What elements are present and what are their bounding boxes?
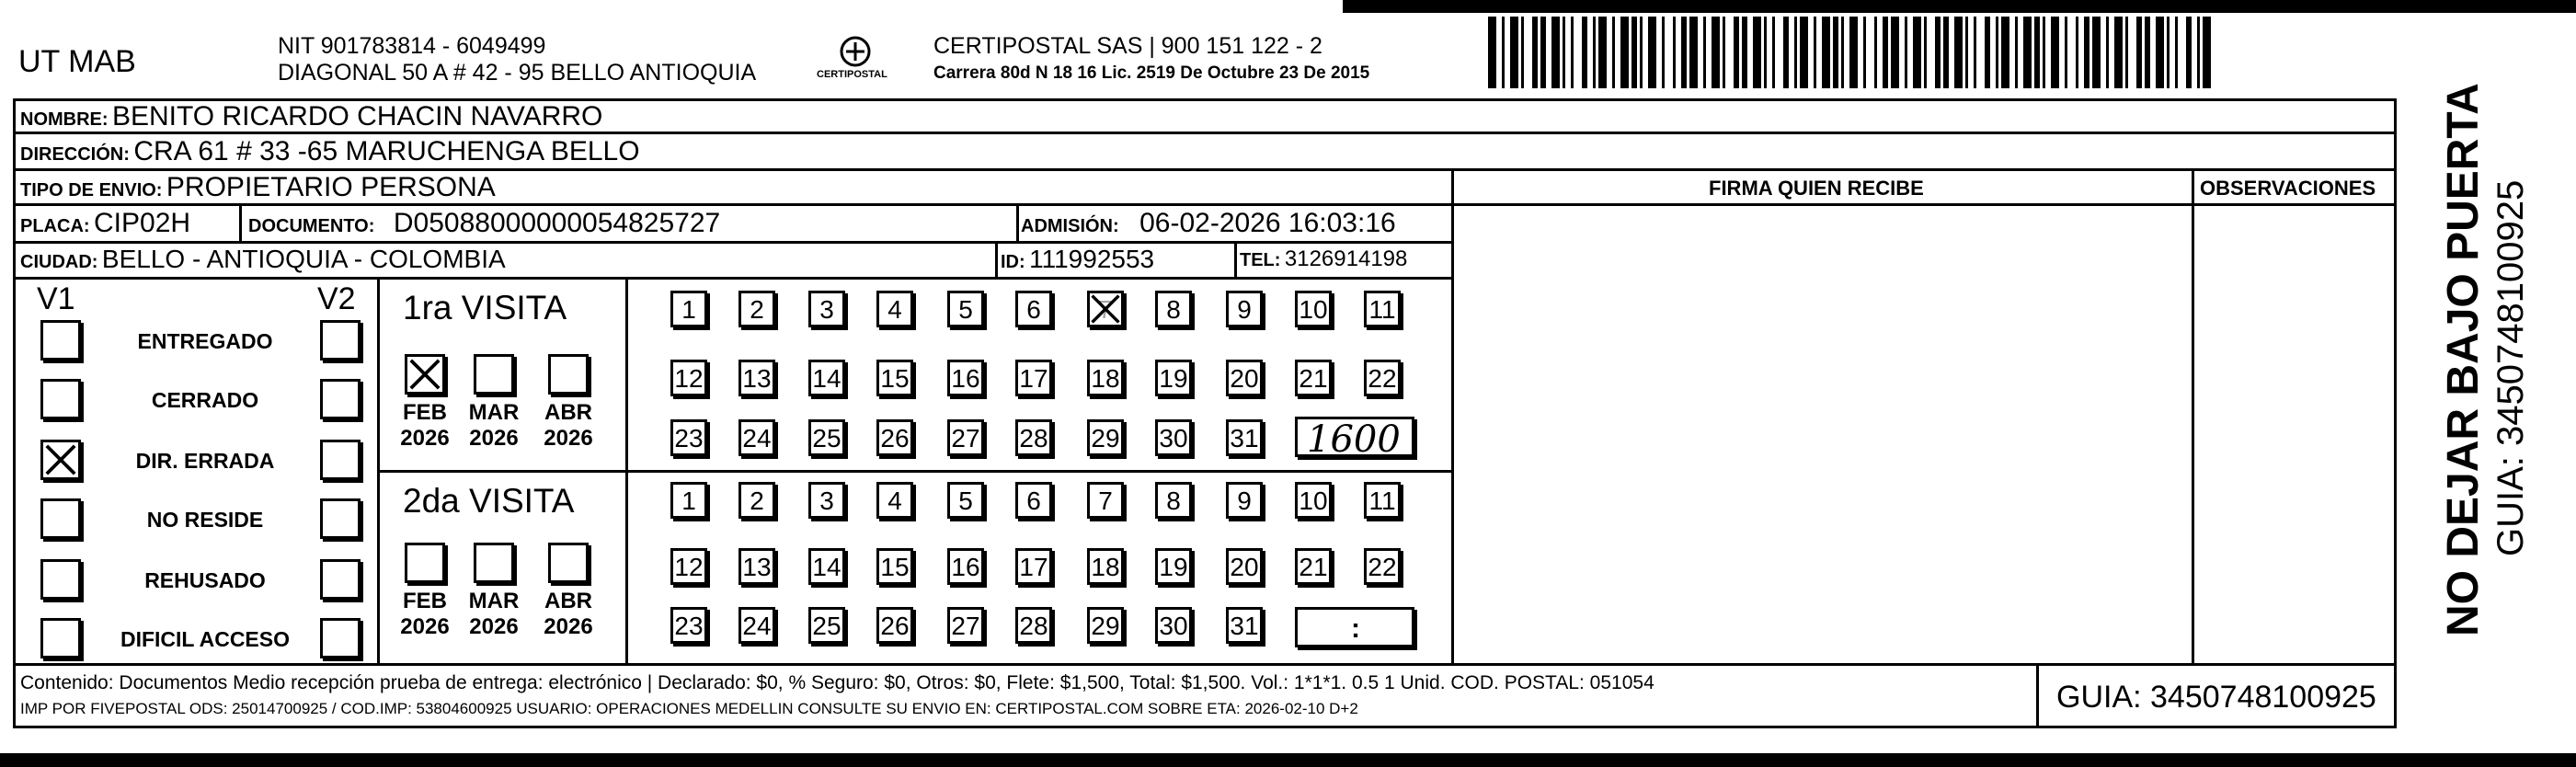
footer-divider xyxy=(2036,663,2039,728)
day-box[interactable]: 25 xyxy=(808,419,845,456)
barcode-bar xyxy=(1488,17,1496,88)
reason-label: REHUSADO xyxy=(144,568,266,592)
month-label xyxy=(393,400,457,451)
barcode-bar xyxy=(1913,17,1921,88)
doc-value: D05088000000054825727 xyxy=(393,208,721,238)
v1-checkbox[interactable] xyxy=(40,440,81,480)
day-box[interactable]: 15 xyxy=(876,548,913,585)
month-checkbox-feb[interactable] xyxy=(405,543,445,583)
company-name: UT MAB xyxy=(18,44,136,79)
day-box[interactable]: 3 xyxy=(808,482,845,519)
reason-label: NO RESIDE xyxy=(146,508,264,532)
day-box[interactable]: 11 xyxy=(1364,482,1401,519)
v2-checkbox[interactable] xyxy=(320,320,361,361)
v1-checkbox[interactable] xyxy=(40,320,81,361)
reason-label: CERRADO xyxy=(151,388,259,412)
day-box[interactable]: 14 xyxy=(808,360,845,396)
month-year: 2026 xyxy=(469,613,519,639)
day-box[interactable]: 3 xyxy=(808,291,845,327)
day-box[interactable]: 24 xyxy=(738,419,775,456)
tel-label: TEL: xyxy=(1240,250,1281,270)
barcode-bar xyxy=(1574,17,1582,88)
row-line xyxy=(13,132,2397,134)
type-label: TIPO DE ENVIO: xyxy=(20,180,163,200)
day-box[interactable]: 14 xyxy=(808,548,845,585)
v2-checkbox[interactable] xyxy=(320,559,361,600)
barcode-bar xyxy=(2178,17,2186,88)
barcode-bar xyxy=(1822,17,1830,88)
footer-imp: IMP POR FIVEPOSTAL ODS: 25014700925 / COD.IMP: 53804600925 USUARIO: OPERACIONES MEDELLIN CONSULTE SU ENVIO EN: CERTIPOSTAL.COM SOBRE ETA: 2026-02-10 D+2 xyxy=(20,700,1358,717)
day-box[interactable]: 4 xyxy=(876,291,913,327)
barcode-bar xyxy=(1866,17,1874,88)
city-label: CIUDAD: xyxy=(20,252,98,272)
day-box[interactable]: 23 xyxy=(670,607,707,644)
barcode-bar xyxy=(1551,17,1560,88)
month-year: 2026 xyxy=(469,425,519,451)
v1-checkbox[interactable] xyxy=(40,498,81,539)
certipostal-logo xyxy=(809,33,901,85)
day-box[interactable]: 12 xyxy=(670,548,707,585)
day-box[interactable]: 30 xyxy=(1155,419,1192,456)
logo-caption: CERTIPOSTAL xyxy=(817,69,887,80)
barcode-bar xyxy=(1891,17,1899,88)
v1-checkbox[interactable] xyxy=(40,618,81,658)
month-checkbox-mar[interactable] xyxy=(474,543,514,583)
col-line xyxy=(1451,168,1454,665)
barcode-bar xyxy=(1712,17,1720,88)
reason-label: DIR. ERRADA xyxy=(135,449,275,473)
barcode-bar xyxy=(1598,17,1607,88)
barcode xyxy=(1488,17,2215,88)
barcode-bar xyxy=(1510,17,1518,88)
month-name: FEB xyxy=(403,400,447,425)
barcode-bar xyxy=(2203,17,2211,88)
footer-contents: Contenido: Documentos Medio recepción prueba de entrega: electrónico | Declarado: $0, % Seguro: $0, Otros: $0, Flete: $1,500, Total: $1,500. Vol.: 1*1*1. 0.5 1 Unid. COD. POSTAL: 051054 xyxy=(20,672,1654,693)
day-box[interactable]: 18 xyxy=(1087,548,1124,585)
day-box[interactable]: 27 xyxy=(947,419,984,456)
barcode-bar xyxy=(2128,17,2136,88)
name-value: BENITO RICARDO CHACIN NAVARRO xyxy=(112,101,603,132)
day-box[interactable]: 6 xyxy=(1015,482,1052,519)
v2-checkbox[interactable] xyxy=(320,379,361,419)
day-box[interactable] xyxy=(1087,291,1124,327)
row-line xyxy=(13,663,2397,666)
admission-row xyxy=(1021,210,1396,237)
sig-header-line xyxy=(1453,203,2397,206)
day-box[interactable]: 22 xyxy=(1364,360,1401,396)
month-name: FEB xyxy=(403,589,447,613)
month-year: 2026 xyxy=(400,613,450,639)
day-box[interactable]: 31 xyxy=(1226,419,1263,456)
company-address: DIAGONAL 50 A # 42 - 95 BELLO ANTIOQUIA xyxy=(278,60,757,86)
day-box[interactable]: 22 xyxy=(1364,548,1401,585)
day-box[interactable]: 27 xyxy=(947,607,984,644)
name-row xyxy=(20,103,602,131)
first-visit-time: 1600 xyxy=(1307,418,1401,461)
day-box[interactable]: 12 xyxy=(670,360,707,396)
admission-label: ADMISIÓN: xyxy=(1021,216,1119,236)
city-value: BELLO - ANTIOQUIA - COLOMBIA xyxy=(101,245,506,273)
month-checkbox-feb[interactable] xyxy=(405,354,445,395)
day-box[interactable]: 18 xyxy=(1087,360,1124,396)
barcode-bar xyxy=(1689,17,1698,88)
address-value: CRA 61 # 33 -65 MARUCHENGA BELLO xyxy=(133,136,640,166)
col-line xyxy=(995,241,998,277)
first-visit-time-box xyxy=(1295,417,1414,461)
day-box[interactable]: 26 xyxy=(876,419,913,456)
day-box[interactable]: 29 xyxy=(1087,419,1124,456)
barcode-bar xyxy=(1976,17,1985,88)
day-box[interactable]: 4 xyxy=(876,482,913,519)
month-checkbox-mar[interactable] xyxy=(474,354,514,395)
side-guia: GUIA: 3450748100925 xyxy=(2490,179,2531,556)
month-checkbox-abr[interactable] xyxy=(548,543,589,583)
city-row xyxy=(20,246,506,272)
day-box[interactable]: 2 xyxy=(738,482,775,519)
barcode-bar xyxy=(1665,17,1673,88)
month-name: MAR xyxy=(468,400,520,425)
col-line xyxy=(2192,168,2194,665)
id-value: 111992553 xyxy=(1029,245,1155,273)
day-box[interactable]: 23 xyxy=(670,419,707,456)
doc-label: DOCUMENTO: xyxy=(248,216,375,236)
day-box[interactable]: 21 xyxy=(1295,548,1332,585)
month-year: 2026 xyxy=(400,425,450,451)
admission-value: 06-02-2026 16:03:16 xyxy=(1139,208,1396,238)
day-box[interactable]: 17 xyxy=(1015,360,1052,396)
day-box[interactable]: 20 xyxy=(1226,548,1263,585)
month-label xyxy=(393,589,457,639)
type-value: PROPIETARIO PERSONA xyxy=(166,172,496,202)
day-box[interactable]: 7 xyxy=(1087,482,1124,519)
row-line xyxy=(13,241,1453,244)
side-warning: NO DEJAR BAJO PUERTA xyxy=(2439,83,2488,636)
barcode-bar xyxy=(1800,17,1808,88)
second-visit-label: 2da VISITA xyxy=(403,482,575,520)
barcode-bar xyxy=(2114,17,2123,88)
tel-value: 3126914198 xyxy=(1284,246,1408,271)
observaciones-label: OBSERVACIONES xyxy=(2200,177,2376,200)
first-visit-label: 1ra VISITA xyxy=(403,289,567,326)
day-box[interactable]: 10 xyxy=(1295,291,1332,327)
barcode-bar xyxy=(2051,17,2059,88)
barcode-bar xyxy=(2001,17,2009,88)
row-line xyxy=(13,168,2397,171)
v2-checkbox[interactable] xyxy=(320,440,361,480)
v2-label: V2 xyxy=(317,281,356,316)
doc-row xyxy=(248,210,720,237)
day-box[interactable]: 19 xyxy=(1155,360,1192,396)
bottom-edge-bar xyxy=(0,753,2576,767)
day-box[interactable]: 28 xyxy=(1015,607,1052,644)
barcode-bar xyxy=(2067,17,2076,88)
v2-checkbox[interactable] xyxy=(320,498,361,539)
day-box[interactable]: 1 xyxy=(670,482,707,519)
v2-checkbox[interactable] xyxy=(320,618,361,658)
name-label: NOMBRE: xyxy=(20,109,109,130)
day-box[interactable]: 13 xyxy=(738,548,775,585)
day-box[interactable]: 5 xyxy=(947,291,984,327)
day-box[interactable]: 30 xyxy=(1155,607,1192,644)
col-line xyxy=(1234,241,1237,277)
month-label xyxy=(536,589,601,639)
carrier-name: CERTIPOSTAL SAS | 900 151 122 - 2 xyxy=(933,33,1322,59)
day-box[interactable]: 9 xyxy=(1226,291,1263,327)
barcode-bar xyxy=(1524,17,1532,88)
firma-label: FIRMA QUIEN RECIBE xyxy=(1709,177,1924,200)
day-box[interactable]: 16 xyxy=(947,360,984,396)
reason-label: ENTREGADO xyxy=(137,329,273,353)
type-row xyxy=(20,174,496,201)
day-box[interactable]: 25 xyxy=(808,607,845,644)
day-box[interactable]: 13 xyxy=(738,360,775,396)
id-row xyxy=(1001,246,1154,272)
month-label xyxy=(462,400,526,451)
day-box[interactable]: 11 xyxy=(1364,291,1401,327)
barcode-bar xyxy=(1775,17,1783,88)
carrier-license: Carrera 80d N 18 16 Lic. 2519 De Octubre 23 De 2015 xyxy=(933,63,1370,83)
v1-checkbox[interactable] xyxy=(40,379,81,419)
day-box[interactable]: 6 xyxy=(1015,291,1052,327)
day-box[interactable]: 31 xyxy=(1226,607,1263,644)
address-label: DIRECCIÓN: xyxy=(20,144,130,165)
month-year: 2026 xyxy=(544,613,593,639)
id-label: ID: xyxy=(1001,252,1025,272)
barcode-bar xyxy=(1725,17,1734,88)
barcode-bar xyxy=(1927,17,1935,88)
barcode-bar xyxy=(1753,17,1761,88)
tel-row xyxy=(1240,248,1407,270)
second-visit-time-box xyxy=(1295,607,1414,647)
day-box[interactable]: 21 xyxy=(1295,360,1332,396)
col-line xyxy=(239,203,242,241)
barcode-bar xyxy=(1849,17,1858,88)
day-box[interactable]: 8 xyxy=(1155,482,1192,519)
v1-label: V1 xyxy=(37,281,75,316)
plate-row xyxy=(20,210,190,237)
address-row xyxy=(20,138,640,166)
day-box[interactable]: 9 xyxy=(1226,482,1263,519)
visit-divider xyxy=(377,470,1451,473)
plate-label: PLACA: xyxy=(20,216,90,236)
day-box[interactable]: 10 xyxy=(1295,482,1332,519)
day-box[interactable]: 16 xyxy=(947,548,984,585)
day-box[interactable]: 19 xyxy=(1155,548,1192,585)
day-box[interactable]: 8 xyxy=(1155,291,1192,327)
barcode-bar xyxy=(2092,17,2101,88)
reason-label: DIFICIL ACCESO xyxy=(120,627,290,651)
month-name: ABR xyxy=(544,400,592,425)
day-box[interactable]: 2 xyxy=(738,291,775,327)
row-line xyxy=(13,203,1453,206)
barcode-bar xyxy=(2023,17,2032,88)
day-box[interactable]: 15 xyxy=(876,360,913,396)
day-box[interactable]: 5 xyxy=(947,482,984,519)
day-number: 7 xyxy=(1098,295,1113,324)
month-checkbox-abr[interactable] xyxy=(548,354,589,395)
month-label xyxy=(536,400,601,451)
barcode-bar xyxy=(1954,17,1963,88)
day-box[interactable]: 20 xyxy=(1226,360,1263,396)
day-box[interactable]: 26 xyxy=(876,607,913,644)
v1-checkbox[interactable] xyxy=(40,559,81,600)
day-box[interactable]: 24 xyxy=(738,607,775,644)
company-nit: NIT 901783814 - 6049499 xyxy=(278,33,546,59)
day-box[interactable]: 1 xyxy=(670,291,707,327)
month-label xyxy=(462,589,526,639)
month-year: 2026 xyxy=(544,425,593,451)
footer-guia: GUIA: 3450748100925 xyxy=(2056,680,2376,715)
day-box[interactable]: 28 xyxy=(1015,419,1052,456)
col-line xyxy=(1016,203,1019,241)
barcode-bar xyxy=(1648,17,1656,88)
month-name: ABR xyxy=(544,589,592,613)
barcode-bar xyxy=(2156,17,2164,88)
top-edge-bar xyxy=(1343,0,2576,13)
month-name: MAR xyxy=(468,589,520,613)
day-box[interactable]: 17 xyxy=(1015,548,1052,585)
second-visit-time: : xyxy=(1351,613,1360,644)
barcode-bar xyxy=(1620,17,1629,88)
row-line xyxy=(13,277,1453,280)
plate-value: CIP02H xyxy=(94,208,191,238)
day-box[interactable]: 29 xyxy=(1087,607,1124,644)
